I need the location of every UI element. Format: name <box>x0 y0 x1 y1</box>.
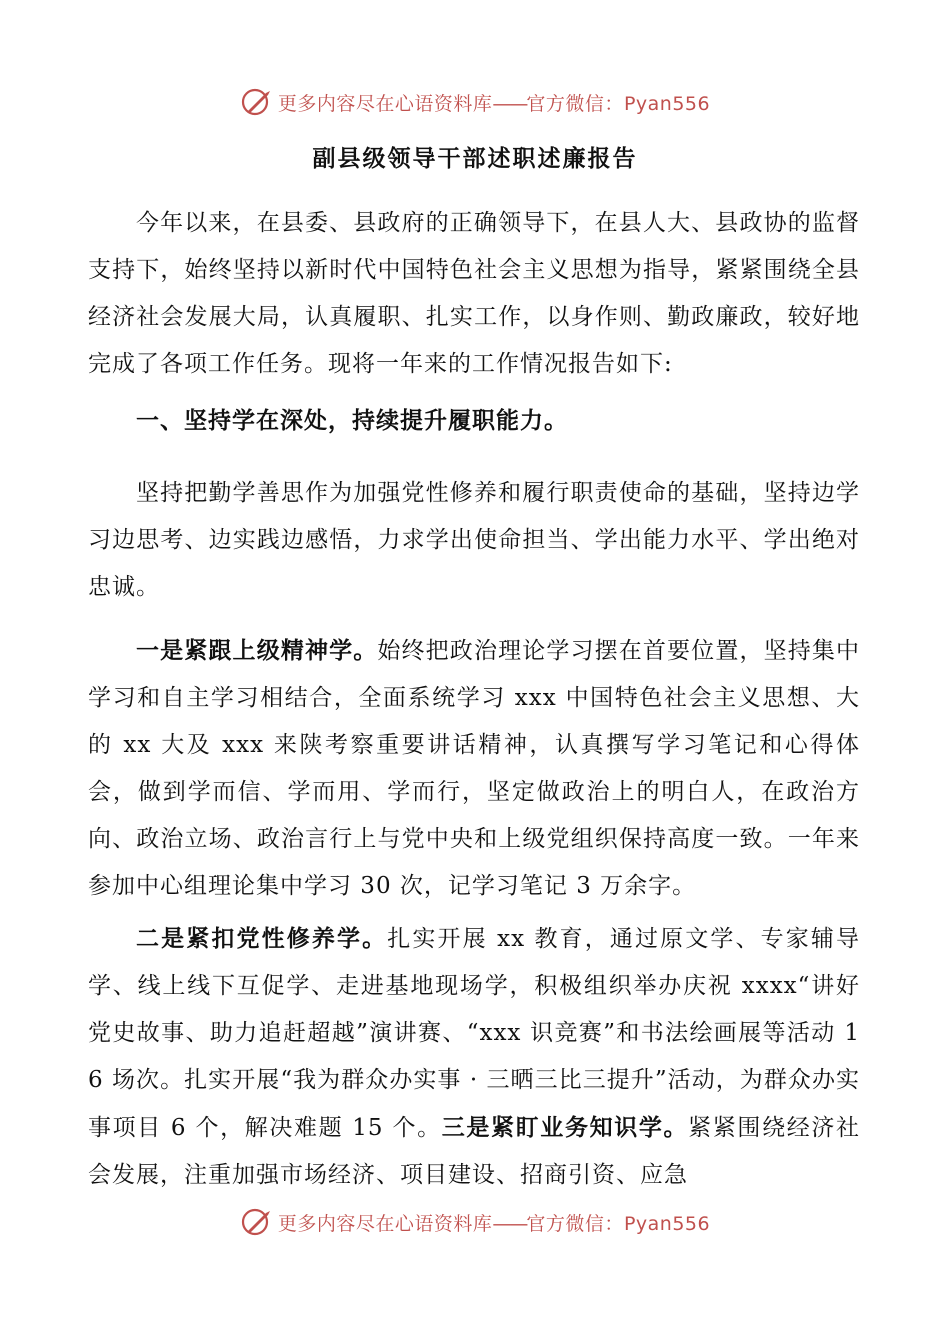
point-2-body: 扎实开展 xx 教育，通过原文学、专家辅导学、线上线下互促学、走进基地现场学，积极组织举办庆祝 xxxx“讲好党史故事、助力追赶超越”演讲赛、“xxx 识竞赛”和书法绘画展等活动 16 场次。扎实开展“我为群众办实事 · 三晒三比三提升”活动，为群众办实事项目 6 个，解决难题 15 个。 <box>88 926 860 1141</box>
watermark-banner-bottom <box>0 1202 950 1242</box>
watermark-text: 更多内容尽在心语资料库——官方微信：Pyan556 <box>277 92 711 115</box>
section-heading-1: 一、坚持学在深处，持续提升履职能力。 <box>136 407 568 434</box>
pen-logo-icon <box>240 85 274 119</box>
point-1-paragraph <box>88 627 860 910</box>
document-title: 副县级领导干部述职述廉报告 <box>312 145 638 172</box>
point-2-paragraph <box>88 915 860 1199</box>
point-1-body: 始终把政治理论学习摆在首要位置，坚持集中学习和自主学习相结合，全面系统学习 xxx 中国特色社会主义思想、大的 xx 大及 xxx 来陕考察重要讲话精神，认真撰写学习笔记和心得体会，做到学而信、学而用、学而行，坚定做政治上的明白人，在政治方向、政治立场、政治言行上与党中央和上级党组织保持高度一致。一年来参加中心组理论集中学习 30 次，记学习笔记 3 万余字。 <box>88 638 861 899</box>
point-2-title: 二是紧扣党性修养学。 <box>136 925 388 952</box>
watermark-banner-top <box>0 82 950 122</box>
pen-logo-icon <box>240 1205 274 1239</box>
point-3-title: 三是紧盯业务知识学。 <box>441 1114 689 1141</box>
intro-paragraph: 今年以来，在县委、县政府的正确领导下，在县人大、县政协的监督支持下，始终坚持以新时代中国特色社会主义思想为指导，紧紧围绕全县经济社会发展大局，认真履职、扎实工作，以身作则、勤政廉政，较好地完成了各项工作任务。现将一年来的工作情况报告如下: <box>88 210 860 377</box>
point-3-body: 紧紧围绕经济社会发展，注重加强市场经济、项目建设、招商引资、应急 <box>88 1115 860 1188</box>
watermark-text: 更多内容尽在心语资料库——官方微信：Pyan556 <box>277 1212 711 1235</box>
section-lead-paragraph: 坚持把勤学善思作为加强党性修养和履行职责使命的基础，坚持边学习边思考、边实践边感悟，力求学出使命担当、学出能力水平、学出绝对忠诚。 <box>88 480 860 600</box>
point-1-title: 一是紧跟上级精神学。 <box>136 637 378 664</box>
